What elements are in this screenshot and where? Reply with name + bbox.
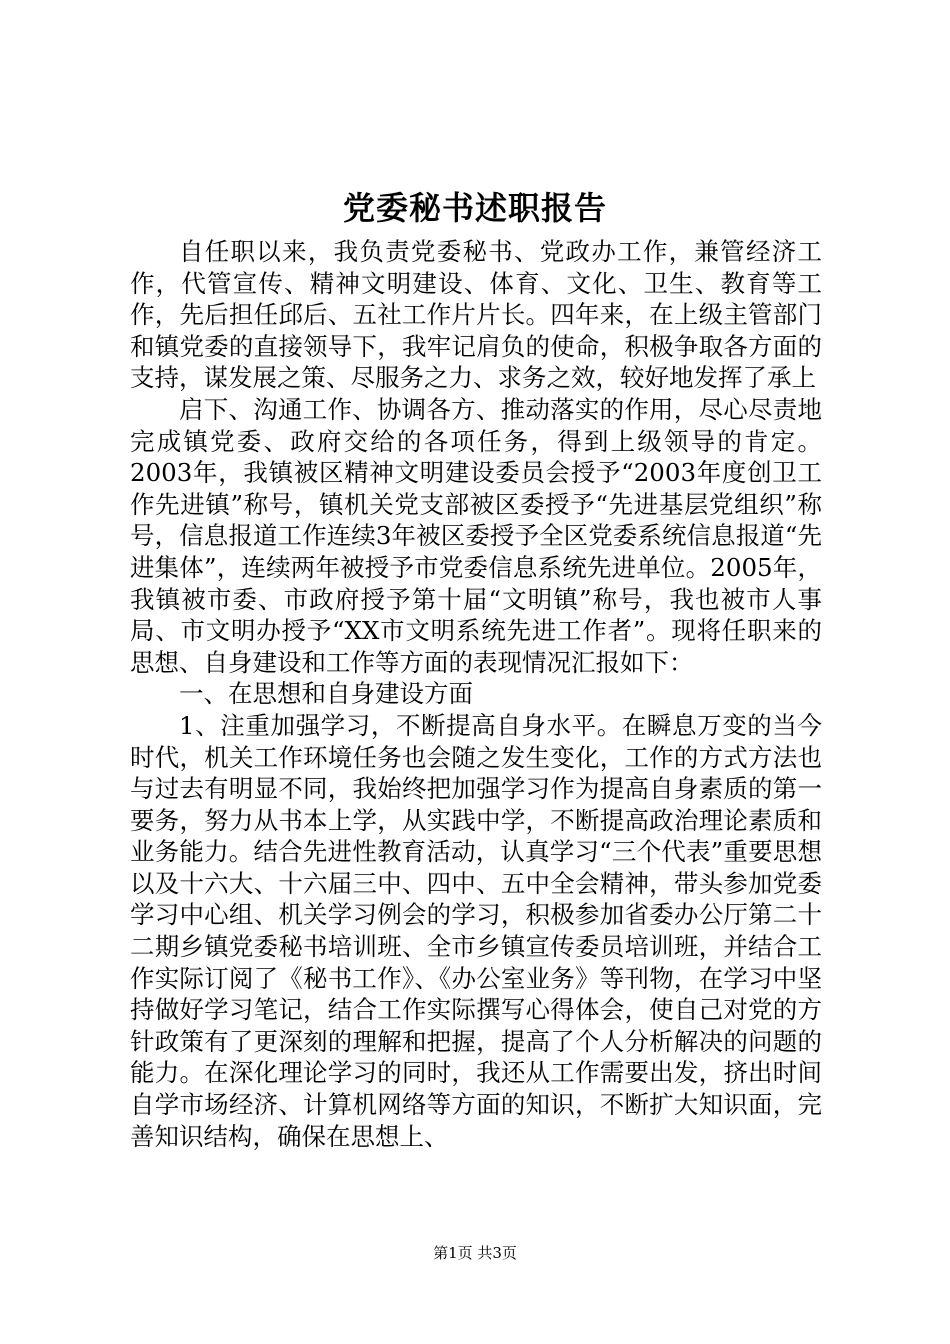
paragraph-study: 1、注重加强学习，不断提高自身水平。在瞬息万变的当今时代，机关工作环境任务也会随之发生变化，工作的方式方法也与过去有明显不同，我始终把加强学习作为提高自身素质的第一要务，努力从书本上学，从实践中学，不断提高政治理论素质和业务能力。结合先进性教育活动，认真学习“三个代表”重要思想以及十六大、十六届三中、四中、五中全会精神，带头参加党委学习中心组、机关学习例会的学习，积极参加省委办公厅第二十二期乡镇党委秘书培训班、全市乡镇宣传委员培训班，并结合工作实际订阅了《秘书工作》、《办公室业务》等刊物，在学习中坚持做好学习笔记，结合工作实际撰写心得体会，使自己对党的方针政策有了更深刻的理解和把握，提高了个人分析解决的问题的能力。在深化理论学习的同时，我还从工作需要出发，挤出时间自学市场经济、计算机网络等方面的知识，不断扩大知识面，完善知识结构，确保在思想上、 <box>130 710 822 1151</box>
document-title: 党委秘书述职报告 <box>342 189 607 227</box>
section-heading: 一、在思想和自身建设方面 <box>179 679 473 709</box>
document-body <box>130 236 822 1152</box>
paragraph-intro: 自任职以来，我负责党委秘书、党政办工作，兼管经济工作，代管宣传、精神文明建设、体育、文化、卫生、教育等工作，先后担任邱后、五社工作片片长。四年来，在上级主管部门和镇党委的直接领导下，我牢记肩负的使命，积极争取各方面的支持，谋发展之策、尽服务之力、求务之效，较好地发挥了承上 <box>130 237 822 393</box>
page-footer: 第1页 共3页 <box>433 1244 517 1262</box>
paragraph-achievements: 启下、沟通工作、协调各方、推动落实的作用，尽心尽责地完成镇党委、政府交给的各项任务，得到上级领导的肯定。2003年，我镇被区精神文明建设委员会授予“2003年度创卫工作先进镇”称号，镇机关党支部被区委授予“先进基层党组织”称号，信息报道工作连续3年被区委授予全区党委系统信息报道“先进集体”，连续两年被授予市党委信息系统先进单位。2005年，我镇被市委、市政府授予第十届“文明镇”称号，我也被市人事局、市文明办授予“XX市文明系统先进工作者”。现将任职来的思想、自身建设和工作等方面的表现情况汇报如下： <box>130 394 822 677</box>
